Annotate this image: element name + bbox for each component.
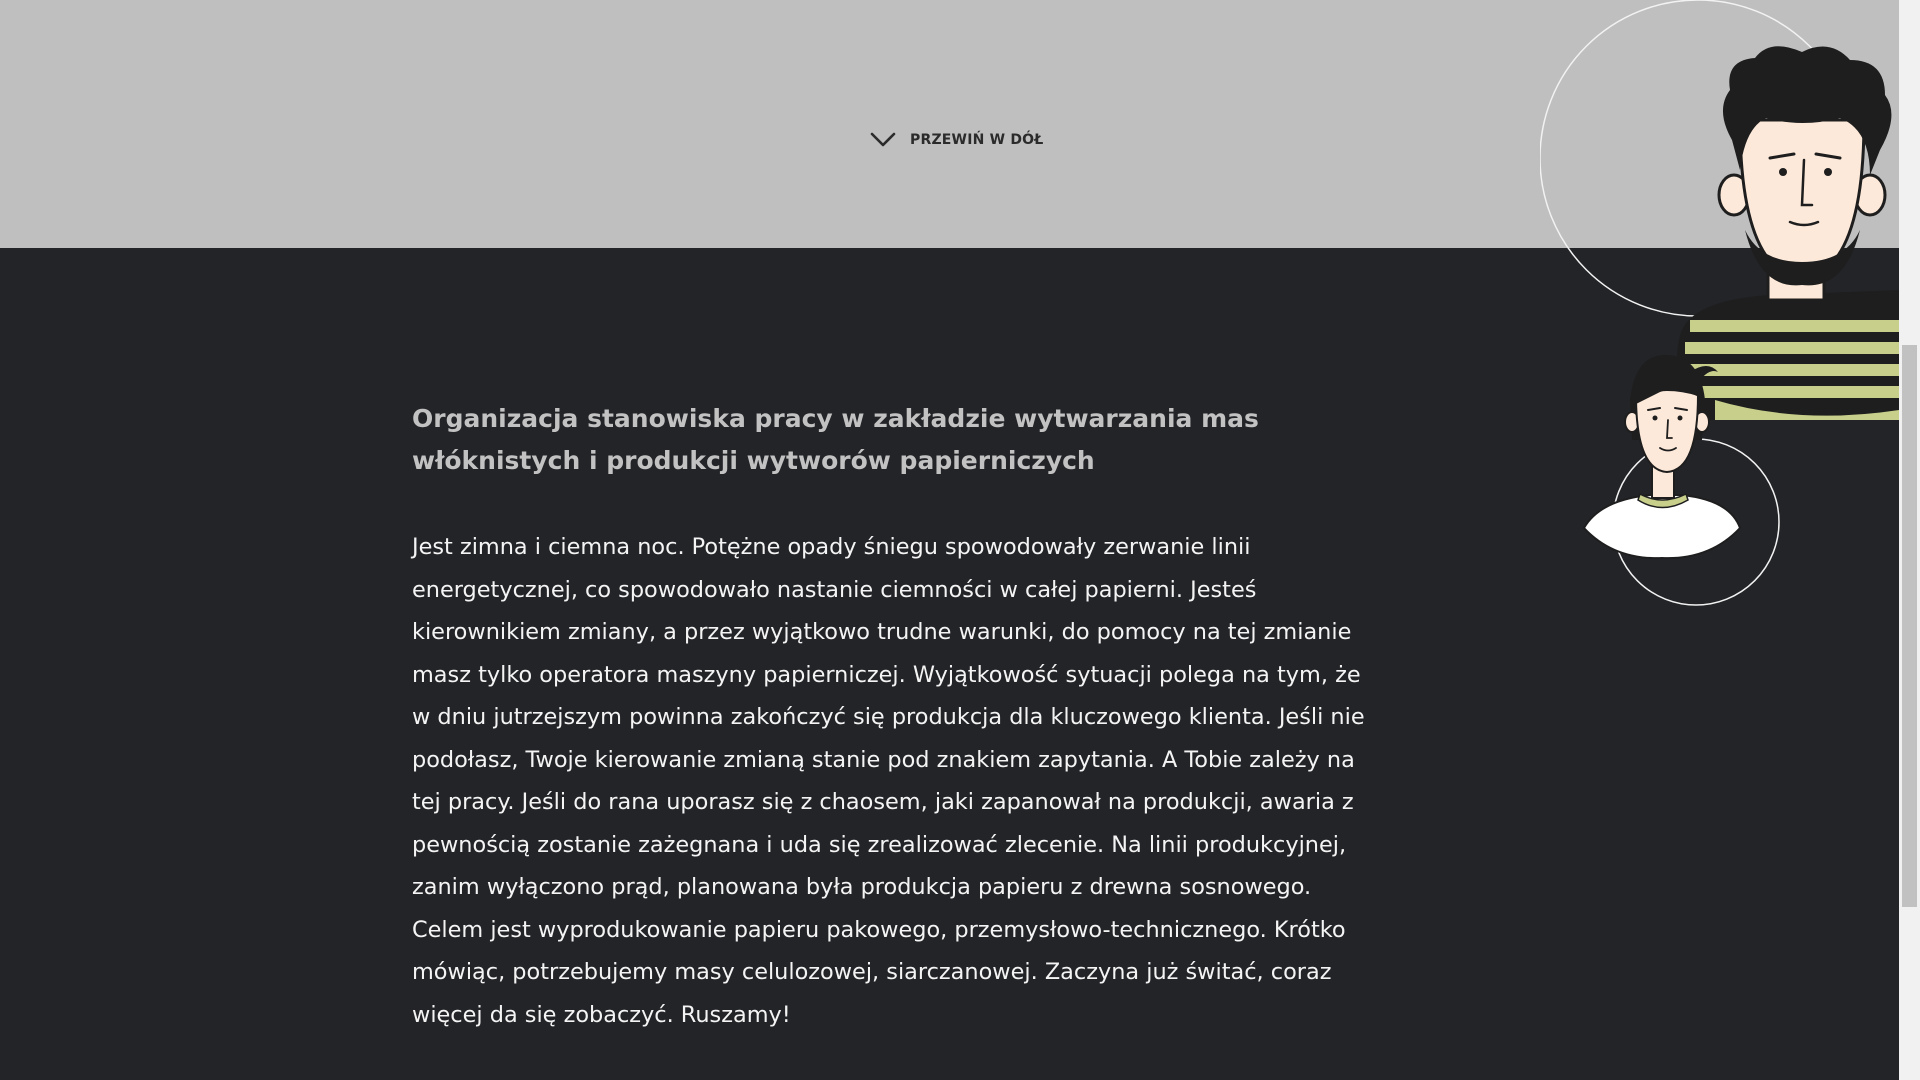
- scrollbar-thumb[interactable]: [1902, 345, 1917, 907]
- scroll-down-button[interactable]: [870, 132, 1043, 148]
- chevron-down-icon: [870, 132, 896, 148]
- scroll-down-label: PRZEWIŃ W DÓŁ: [910, 132, 1044, 148]
- lesson-title: Organizacja stanowiska pracy w zakładzie wytwarzania mas włóknistych i produkcji wytworów papierniczych: [412, 404, 1259, 475]
- characters-illustration: [1540, 0, 1899, 620]
- lesson-content: [412, 398, 1372, 1036]
- vertical-scrollbar[interactable]: [1899, 0, 1920, 1080]
- lesson-body: Jest zimna i ciemna noc. Potężne opady śniegu spowodowały zerwanie linii energetycznej, co spowodowało nastanie ciemności w całej papierni. Jesteś kierownikiem zmiany, a przez wyjątkowo trudne warunki, do pomocy na tej zmianie masz tylko operatora maszyny papierniczej. Wyjątkowość sytuacji polega na tym, że w dniu jutrzejszym powinna zakończyć się produkcja dla kluczowego klienta. Jeśli nie podołasz, Twoje kierowanie zmianą stanie pod znakiem zapytania. A Tobie zależy na tej pracy. Jeśli do rana uporasz się z chaosem, jaki zapanował na produkcji, awaria z pewnością zostanie zażegnana i uda się zrealizować zlecenie. Na linii produkcyjnej, zanim wyłączono prąd, planowana była produkcja papieru z drewna sosnowego. Celem jest wyprodukowanie papieru pakowego, przemysłowo-technicznego. Krótko mówiąc, potrzebujemy masy celulozowej, siarczanowej. Zaczyna już świtać, coraz więcej da się zobaczyć. Ruszamy!: [412, 534, 1365, 1028]
- man-character: [1677, 46, 1899, 420]
